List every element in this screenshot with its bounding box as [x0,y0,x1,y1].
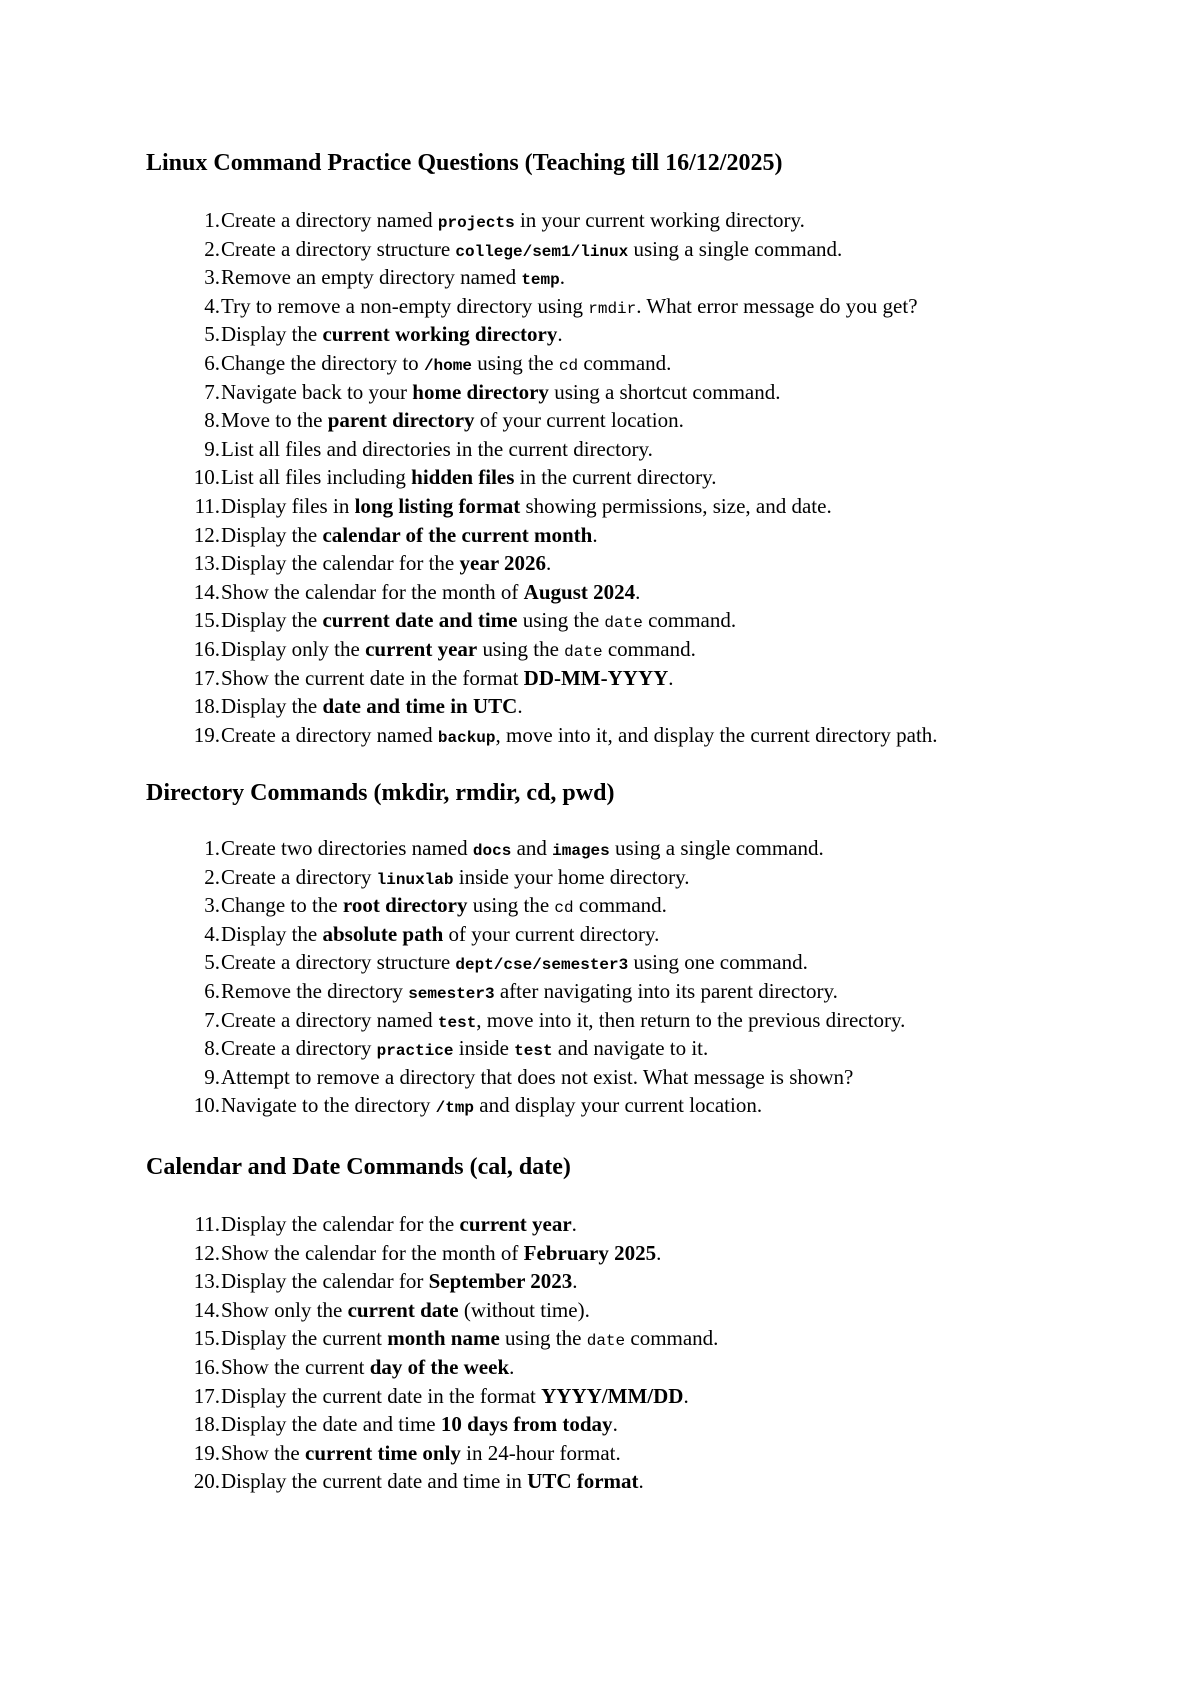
plain-text: Navigate to the directory [221,1093,436,1118]
question-text [221,664,674,693]
emphasis-text: February 2025 [523,1240,657,1265]
directory-question-list [180,834,905,1120]
command-text: test [514,1042,553,1061]
plain-text: . [638,1469,644,1494]
question-item [180,320,938,349]
question-number: 1. [204,836,220,860]
question-item [180,549,938,578]
question-number: 10. [193,465,220,490]
plain-text: Navigate back to your [221,379,413,404]
question-text [221,1296,590,1325]
plain-text: Attempt to remove a directory that does not exist. What message is shown? [221,1064,854,1089]
plain-text: Display the current date in the format [221,1383,542,1408]
plain-text: Display the [221,322,323,347]
plain-text: and navigate to it. [552,1036,709,1061]
question-item [180,1210,718,1239]
question-text [221,1467,644,1496]
question-text [221,1439,621,1468]
calendar-question-list [180,1210,718,1496]
emphasis-text: parent directory [327,408,475,433]
plain-text: Display files in [221,493,355,518]
plain-text: Create a directory named [221,1007,438,1032]
plain-text: Change the directory to [221,350,424,375]
plain-text: . [612,1412,618,1437]
plain-text: . [683,1383,689,1408]
plain-text: Create a directory structure [221,950,456,975]
emphasis-text: current year [365,636,478,661]
plain-text: (without time). [458,1297,590,1322]
question-number: 2. [204,864,220,889]
question-item [180,349,938,378]
plain-text: Display the calendar for the [221,551,460,576]
question-number: 7. [204,379,220,404]
command-text: semester3 [408,984,495,1003]
plain-text: . What error message do you get? [636,293,918,318]
emphasis-text: current date and time [322,608,518,633]
question-number: 20. [193,1469,220,1494]
question-text [221,1091,762,1123]
question-number: 14. [193,579,220,604]
question-number: 19. [193,722,220,747]
question-number: 15. [193,608,220,633]
question-number: 11. [194,493,220,518]
emphasis-text: root directory [342,893,468,918]
plain-text: Create two directories named [221,836,473,860]
question-text [221,1353,514,1382]
command-text: backup [437,728,496,747]
question-number: 2. [204,236,220,261]
plain-text: Change to the [221,893,343,918]
plain-text: . [635,579,641,604]
emphasis-text: UTC format [527,1469,639,1494]
plain-text: using the [477,636,565,661]
question-text [221,1006,905,1038]
plain-text: after navigating into its parent directory. [494,978,838,1003]
plain-text: using one command. [628,950,808,975]
plain-text: command. [573,893,667,918]
practice-question-list [180,206,938,749]
question-text [221,1063,853,1092]
plain-text: Create a directory [221,1036,377,1061]
plain-text: . [571,1212,577,1236]
question-item [180,463,938,492]
question-text [221,834,824,866]
question-item [180,1091,905,1120]
question-item [180,378,938,407]
question-item [180,664,938,693]
question-item [180,635,938,664]
question-number: 6. [204,978,220,1003]
plain-text: Try to remove a non-empty directory using [221,293,589,318]
question-text [221,320,563,349]
command-text: /tmp [435,1099,474,1118]
plain-text: command. [625,1326,719,1351]
question-number: 8. [204,1036,220,1061]
question-item [180,521,938,550]
question-item [180,1410,718,1439]
plain-text: Show the [221,1440,305,1465]
question-text [221,1324,718,1356]
emphasis-text: long listing format [354,493,521,518]
command-text: college/sem1/linux [455,242,629,261]
question-number: 4. [204,921,220,946]
question-text [221,292,918,324]
question-text [221,206,805,238]
question-number: 9. [204,436,220,461]
question-text [221,1410,618,1439]
plain-text: using the [517,608,605,633]
question-number: 3. [204,893,220,918]
question-number: 3. [204,265,220,290]
question-text [221,920,659,949]
plain-text: . [592,522,598,547]
plain-text: inside your home directory. [453,864,690,889]
question-number: 1. [204,208,220,232]
question-text [221,235,842,267]
question-item [180,1267,718,1296]
question-item [180,1439,718,1468]
plain-text: using a shortcut command. [548,379,781,404]
question-item [180,1034,905,1063]
question-item [180,406,938,435]
plain-text: Show only the [221,1297,348,1322]
question-item [180,206,938,235]
plain-text: Remove the directory [221,978,409,1003]
plain-text: inside [453,1036,515,1061]
plain-text: Create a directory named [221,722,438,747]
emphasis-text: August 2024 [523,579,636,604]
emphasis-text: 10 days from today [440,1412,613,1437]
question-text [221,1267,578,1296]
command-text: date [604,614,643,633]
plain-text: . [557,322,563,347]
plain-text: and display your current location. [474,1093,763,1118]
plain-text: of your current location. [474,408,684,433]
question-number: 4. [204,293,220,318]
command-text: test [437,1013,477,1032]
question-text [221,977,838,1009]
question-item [180,492,938,521]
plain-text: Display the current [221,1326,388,1351]
question-text [221,463,717,492]
question-item [180,1063,905,1092]
question-number: 12. [193,1240,220,1265]
plain-text: using a single command. [609,836,824,860]
emphasis-text: home directory [412,379,549,404]
plain-text: in 24-hour format. [460,1440,621,1465]
question-text [221,891,667,923]
question-number: 6. [204,350,220,375]
emphasis-text: day of the week [369,1354,510,1379]
question-item [180,692,938,721]
plain-text: command. [602,636,696,661]
plain-text: showing permissions, size, and date. [520,493,832,518]
question-text [221,721,938,753]
question-text [221,492,832,521]
command-text: projects [437,214,515,232]
question-text [221,349,671,381]
plain-text: Create a directory [221,864,377,889]
command-text: date [586,1332,626,1351]
plain-text: . [668,665,674,690]
question-text [221,549,551,578]
question-text [221,635,696,667]
command-text: cd [558,356,579,375]
question-number: 13. [193,551,220,576]
question-item [180,263,938,292]
plain-text: Display the calendar for the [221,1212,460,1236]
section-title-practice: Linux Command Practice Questions (Teaching till 16/12/2025) [146,150,783,176]
question-item [180,977,905,1006]
question-number: 5. [204,322,220,347]
emphasis-text: current working directory [322,322,558,347]
question-item [180,292,938,321]
section-title-calendar: Calendar and Date Commands (cal, date) [146,1154,571,1180]
plain-text: Display the [221,921,323,946]
plain-text: . [517,694,523,719]
plain-text: Create a directory structure [221,236,456,261]
question-text [221,1034,708,1066]
command-text: cd [554,899,574,918]
question-text [221,1382,689,1411]
question-text [221,1210,577,1239]
question-text [221,263,565,295]
emphasis-text: YYYY/MM/DD [541,1383,684,1408]
plain-text: Display the date and time [221,1412,441,1437]
question-item [180,1324,718,1353]
question-number: 10. [193,1093,220,1118]
question-number: 18. [193,694,220,719]
question-number: 11. [194,1212,220,1236]
question-number: 9. [204,1064,220,1089]
question-number: 15. [193,1326,220,1351]
question-text [221,435,653,464]
emphasis-text: current time only [305,1440,461,1465]
question-number: 12. [193,522,220,547]
emphasis-text: date and time in UTC [322,694,518,719]
plain-text: . [656,1240,662,1265]
question-text [221,521,598,550]
question-item [180,891,905,920]
plain-text: , move into it, then return to the previous directory. [476,1007,906,1032]
plain-text: command. [578,350,672,375]
plain-text: using the [467,893,555,918]
question-item [180,435,938,464]
question-text [221,1239,661,1268]
question-item [180,1006,905,1035]
plain-text: Display the calendar for [221,1269,429,1294]
plain-text: Display only the [221,636,366,661]
question-number: 7. [204,1007,220,1032]
question-item [180,863,905,892]
question-item [180,606,938,635]
emphasis-text: current year [459,1212,572,1236]
question-number: 18. [193,1412,220,1437]
plain-text: Show the current date in the format [221,665,524,690]
plain-text: . [572,1269,578,1294]
plain-text: in your current working directory. [514,208,805,232]
question-text [221,378,780,407]
question-item [180,578,938,607]
question-number: 5. [204,950,220,975]
question-item [180,235,938,264]
question-text [221,606,736,638]
plain-text: Display the current date and time in [221,1469,528,1494]
question-text [221,406,684,435]
question-item [180,1239,718,1268]
section-title-directory: Directory Commands (mkdir, rmdir, cd, pwd) [146,780,615,806]
plain-text: Move to the [221,408,328,433]
plain-text: List all files and directories in the current directory. [221,436,653,461]
emphasis-text: year 2026 [459,551,547,576]
question-number: 19. [193,1440,220,1465]
plain-text: Display the [221,608,323,633]
plain-text: command. [642,608,737,633]
plain-text: using a single command. [628,236,843,261]
plain-text: List all files including [221,465,412,490]
question-item [180,1296,718,1325]
plain-text: . [559,265,565,290]
question-number: 8. [204,408,220,433]
plain-text: using the [471,350,559,375]
plain-text: using the [499,1326,587,1351]
question-item [180,1353,718,1382]
command-text: linuxlab [376,870,454,889]
plain-text: Create a directory named [221,208,438,232]
plain-text: of your current directory. [443,921,660,946]
command-text: rmdir [588,299,637,318]
emphasis-text: September 2023 [428,1269,573,1294]
plain-text: Show the calendar for the month of [221,1240,524,1265]
command-text: images [552,842,610,860]
emphasis-text: month name [387,1326,500,1351]
question-text [221,863,689,895]
question-item [180,1467,718,1496]
question-number: 16. [193,1354,220,1379]
question-text [221,692,523,721]
command-text: /home [423,356,472,375]
emphasis-text: absolute path [322,921,444,946]
question-text [221,578,640,607]
question-item [180,721,938,750]
plain-text: , move into it, and display the current directory path. [495,722,938,747]
question-text [221,948,808,980]
plain-text: Display the [221,694,323,719]
question-number: 17. [193,665,220,690]
plain-text: Show the calendar for the month of [221,579,524,604]
emphasis-text: current date [347,1297,459,1322]
question-item [180,1382,718,1411]
command-text: docs [472,842,512,860]
command-text: date [564,642,603,661]
emphasis-text: hidden files [411,465,515,490]
question-item [180,834,905,863]
question-number: 16. [193,636,220,661]
command-text: temp [521,271,560,290]
question-item [180,948,905,977]
question-number: 14. [193,1297,220,1322]
emphasis-text: calendar of the current month [322,522,593,547]
command-text: dept/cse/semester3 [455,956,629,975]
command-text: practice [376,1042,454,1061]
question-number: 13. [193,1269,220,1294]
plain-text: . [509,1354,515,1379]
plain-text: Show the current [221,1354,370,1379]
question-item [180,920,905,949]
plain-text: Display the [221,522,323,547]
plain-text: . [546,551,552,576]
plain-text: in the current directory. [514,465,717,490]
plain-text: Remove an empty directory named [221,265,522,290]
question-number: 17. [193,1383,220,1408]
emphasis-text: DD-MM-YYYY [523,665,669,690]
plain-text: and [511,836,553,860]
